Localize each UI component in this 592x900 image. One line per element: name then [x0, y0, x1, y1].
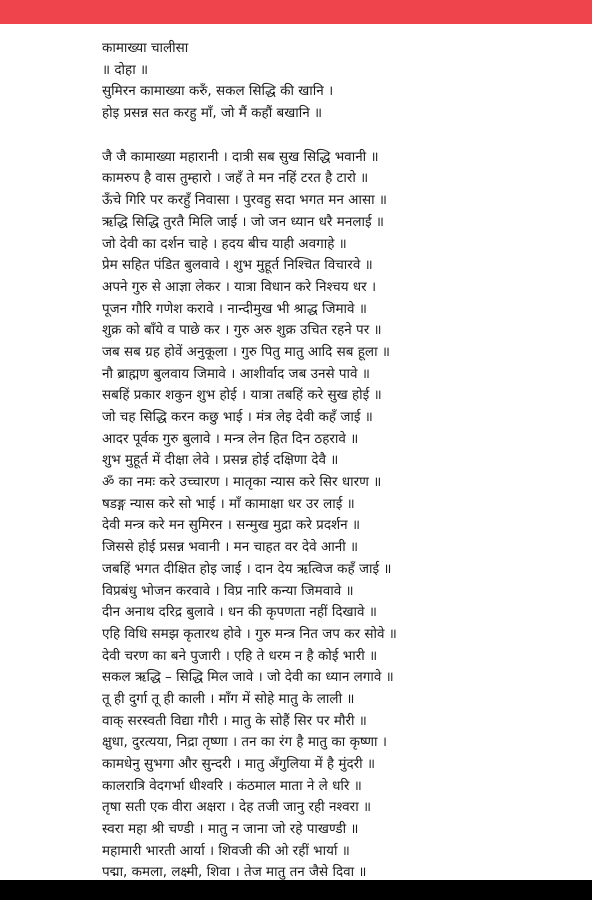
chaupai-line: महामारी भारती आर्या । शिवजी की ओ रहीं भार्या ॥	[102, 842, 350, 859]
doha-heading: ॥ दोहा ॥	[102, 61, 149, 78]
chaupai-line: विप्रबंधु भोजन करवावे । विप्र नारि कन्या जिमवावे ॥	[102, 582, 354, 599]
chaupai-line: आदर पूर्वक गुरु बुलावे । मन्त्र लेन हित दिन ठहरावे ॥	[102, 430, 359, 447]
chaupai-line: कामधेनु सुभगा और सुन्दरी । मातु अँगुलिया में है मुंदरी ॥	[102, 756, 376, 772]
chaupai-line: देवी चरण का बने पुजारी । एहि ते धरम न है कोई भारी ॥	[102, 647, 378, 664]
chaupai-line: जो चह सिद्धि करन कछु भाई । मंत्र लेइ देवी कहँ जाई ॥	[102, 409, 373, 425]
chaupai-line: कालरात्रि वेदगर्भा धीश्वरि । कंठमाल माता ने ले धरि ॥	[102, 777, 362, 794]
chaupai-line: क्षुधा, दुरत्यया, निद्रा तृष्णा । तन का रंग है मातु का कृष्णा ।	[102, 734, 387, 751]
stanza-gap	[102, 125, 590, 147]
chaupai-line: ॐ का नमः करे उच्चारण । मातृका न्यास करे सिर धारण ॥	[102, 474, 382, 491]
chaupai-line: सबहिं प्रकार शकुन शुभ होई । यात्रा तबहिं करे सुख होई ॥	[102, 387, 382, 404]
chaupai-line: जब सब ग्रह होवें अनुकूला । गुरु पितु मातु आदि सब हूला ॥	[102, 343, 390, 360]
chaupai-line: पूजन गौरि गणेश करावे । नान्दीमुख भी श्राद्ध जिमावे ॥	[102, 300, 367, 317]
top-status-bar	[0, 0, 592, 24]
chaupai-line: जो देवी का दर्शन चाहे । हदय बीच याही अवगाहे ॥	[102, 235, 347, 252]
doha-line: होइ प्रसन्न सत करहु माँ, जो मैं कहौं बखानि ॥	[102, 105, 323, 122]
chaupai-line: शुभ मुहूर्त में दीक्षा लेवे । प्रसन्न होई दक्षिणा देवै ॥	[102, 452, 339, 469]
chaupai-line: ऋद्धि सिद्धि तुरतै मिलि जाई । जो जन ध्यान धरै मनलाई ॥	[102, 213, 384, 230]
chaupai-line: वाक् सरस्वती विद्या गौरी । मातु के सोहैं सिर पर मौरी ॥	[102, 712, 367, 729]
chaupai-line: षडङ्ग न्यास करे सो भाई । माँ कामाक्षा धर उर लाई ॥	[102, 495, 355, 512]
chaupai-line: एहि विधि समझ कृतारथ होवे । गुरु मन्त्र नित जप कर सोवे ॥	[102, 625, 397, 642]
chaupai-line: जै जै कामाख्या महारानी । दात्री सब सुख सिद्धि भवानी ॥	[102, 148, 379, 165]
chaupai-line: प्रेम सहित पंडित बुलवावे । शुभ मुहूर्त निश्चित विचारवे ॥	[102, 257, 373, 274]
chaupai-line: जबहिं भगत दीक्षित होइ जाई । दान देय ऋत्विज कहँ जाई ॥	[102, 560, 392, 577]
chaupai-line: कामरुप है वास तुम्हारो । जहँ ते मन नहिं टरत है टारो ॥	[102, 170, 369, 187]
chaupai-line: स्वरा महा श्री चण्डी । मातु न जाना जो रहे पाखण्डी ॥	[102, 821, 359, 838]
doha-block	[102, 81, 590, 124]
doha-line: सुमिरन कामाख्या करुँ, सकल सिद्धि की खानि ।	[102, 83, 334, 100]
chaupai-line: नौ ब्राह्मण बुलवाय जिमावे । आशीर्वाद जब उनसे पावे ॥	[102, 365, 370, 382]
document-body	[102, 38, 590, 900]
chaupai-line: ऊँचे गिरि पर करहुँ निवासा । पुरवहु सदा भगत मन आसा ॥	[102, 192, 387, 209]
chaupai-line: तृषा सती एक वीरा अक्षरा । देह तजी जानु रही नश्वरा ॥	[102, 799, 372, 816]
chaupai-line: देवी मन्त्र करे मन सुमिरन । सन्मुख मुद्रा करे प्रदर्शन ॥	[102, 517, 361, 534]
page-title: कामाख्या चालीसा	[102, 40, 189, 56]
chaupai-block	[102, 147, 590, 900]
chaupai-line: तू ही दुर्गा तू ही काली । माँग में सोहे मातु के लाली ॥	[102, 690, 355, 707]
bottom-navigation-bar	[0, 880, 592, 900]
chaupai-line: पद्मा, कमला, लक्ष्मी, शिवा । तेज मातु तन जैसे दिवा ॥	[102, 864, 367, 881]
chaupai-line: जिससे होई प्रसन्न भवानी । मन चाहत वर देवे आनी ॥	[102, 539, 359, 556]
chaupai-line: अपने गुरु से आज्ञा लेकर । यात्रा विधान करे निश्चय धर ।	[102, 278, 377, 295]
chaupai-line: दीन अनाथ दरिद्र बुलावे । धन की कृपणता नहीं दिखावे ॥	[102, 604, 377, 621]
chaupai-line: शुक्र को बाँये व पाछे कर । गुरु अरु शुक्र उचित रहने पर ॥	[102, 322, 382, 339]
chaupai-line: सकल ऋद्धि – सिद्धि मिल जावे । जो देवी का ध्यान लगावे ॥	[102, 669, 394, 686]
